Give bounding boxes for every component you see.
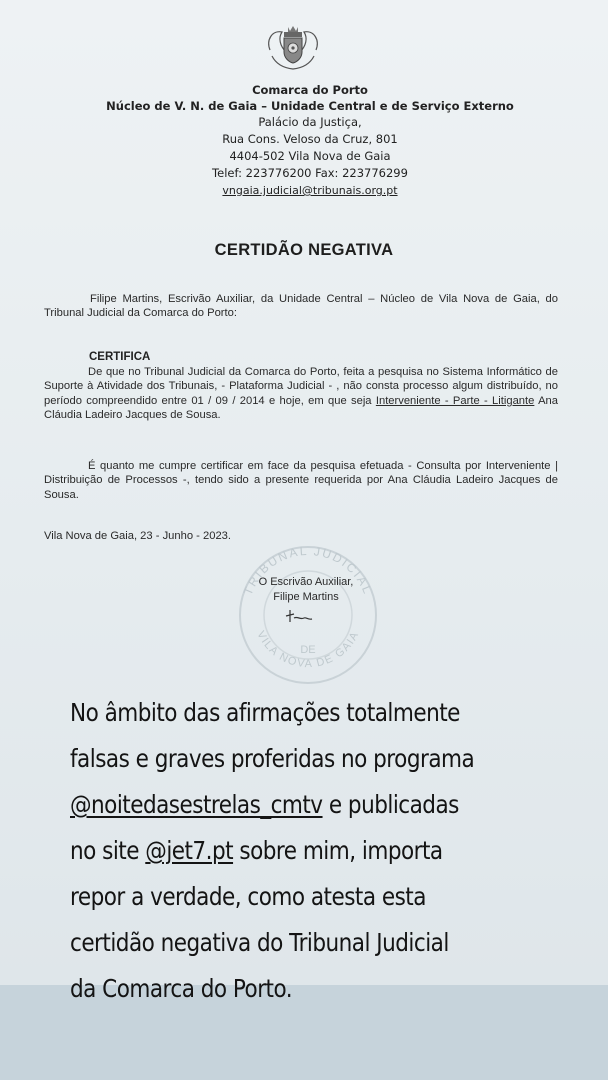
signer-name: Filipe Martins	[273, 591, 339, 603]
mention-link[interactable]: @noitedasestrelas_cmtv	[70, 790, 323, 819]
seal-text-top: TRIBUNAL JUDICIAL	[240, 543, 376, 598]
coat-of-arms-icon	[262, 22, 324, 74]
court-email: vngaia.judicial@tribunais.org.pt	[222, 184, 398, 197]
mention-link[interactable]: @jet7.pt	[145, 836, 234, 865]
caption-text: no site	[70, 836, 146, 865]
caption-line	[70, 828, 563, 874]
caption-line: No âmbito das afirmações totalmente	[70, 698, 460, 727]
document-title: CERTIDÃO NEGATIVA	[214, 241, 394, 259]
caption-line	[70, 782, 563, 828]
court-unit: Núcleo de V. N. de Gaia – Unidade Central e de Serviço Externo	[106, 99, 514, 113]
seal-text-bottom: VILA NOVA DE GAIA	[254, 629, 362, 671]
caption-line: falsas e graves proferidas no programa	[70, 744, 475, 773]
story-caption	[70, 690, 563, 1012]
certifica-text-end: Ana Cláudia Ladeiro Jacques de Sousa.	[44, 394, 558, 421]
caption-line: repor a verdade, como atesta esta	[70, 882, 426, 911]
certifica-text: De que no Tribunal Judicial da Comarca do Porto, feita a pesquisa no Sistema Informático de Suporte à Atividade dos Tribunais, - Plataforma Judicial - , não consta processo algum distribuído, no período compreendido entre 01 / 09 / 2014 e hoje, em que seja	[44, 366, 558, 407]
signer-role: O Escrivão Auxiliar,	[258, 576, 354, 588]
caption-line: da Comarca do Porto.	[70, 974, 293, 1003]
court-name: Comarca do Porto	[252, 83, 368, 97]
caption-text: sobre mim, importa	[233, 836, 443, 865]
address-line: Rua Cons. Veloso da Cruz, 801	[222, 132, 398, 146]
address-line: 4404-502 Vila Nova de Gaia	[229, 149, 391, 163]
certifica-paragraph	[44, 365, 558, 422]
closing-paragraph: É quanto me cumpre certificar em face da pesquisa efetuada - Consulta por Interveniente | Distribuição de Processos -, tendo sido a presente requerida por Ana Cláudia Ladeiro Jacques de Sousa.	[44, 460, 558, 501]
address-line: Palácio da Justiça,	[258, 115, 362, 129]
caption-line: certidão negativa do Tribunal Judicial	[70, 928, 449, 957]
certifica-label: CERTIFICA	[89, 351, 151, 363]
phone-fax-line: Telef: 223776200 Fax: 223776299	[212, 166, 408, 180]
certifica-underlined-text: Interveniente - Parte - Litigante	[375, 394, 535, 407]
document-date: Vila Nova de Gaia, 23 - Junho - 2023.	[44, 530, 231, 542]
seal-text-mid: DE	[300, 644, 316, 656]
letterhead	[60, 82, 560, 199]
caption-text: e publicadas	[322, 790, 459, 819]
handwritten-signature	[280, 606, 320, 630]
intro-paragraph: Filipe Martins, Escrivão Auxiliar, da Unidade Central – Núcleo de Vila Nova de Gaia, do Tribunal Judicial da Comarca do Porto:	[44, 293, 558, 320]
